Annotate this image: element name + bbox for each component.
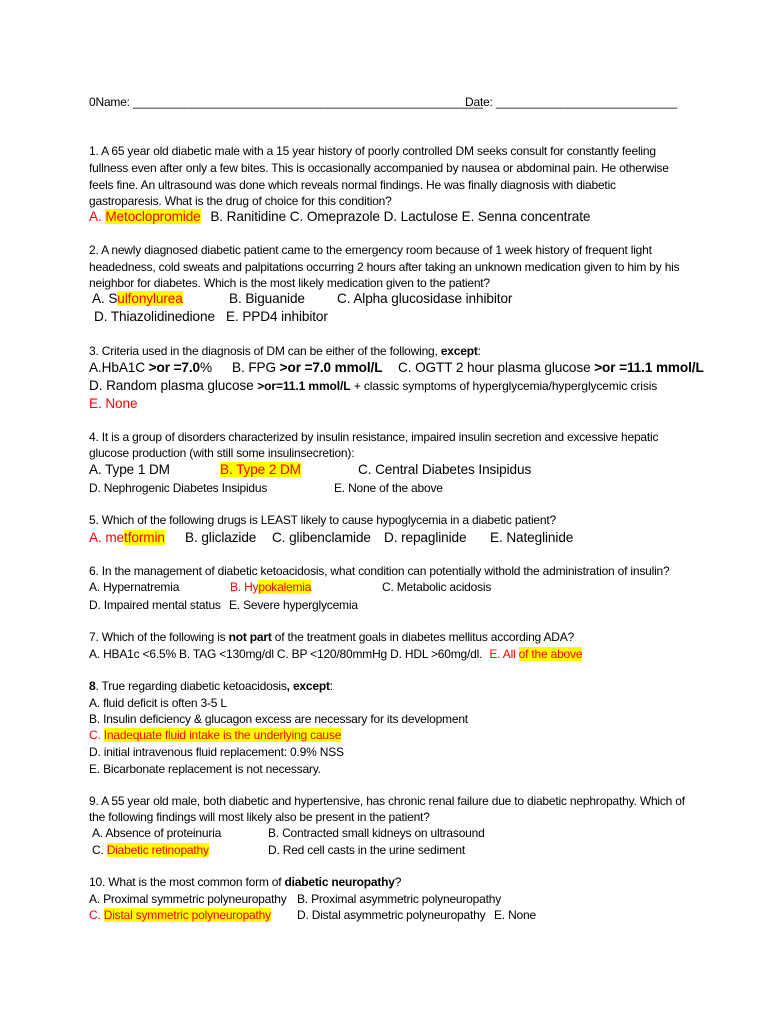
q1-options bbox=[89, 208, 590, 226]
q9-option-c-answer: Diabetic retinopathy bbox=[106, 843, 209, 857]
q8-option-c bbox=[89, 727, 341, 743]
q1-option-a-answer: Metoclopromide bbox=[105, 209, 201, 224]
q8-stem-text: . True regarding diabetic ketoacidosis bbox=[95, 679, 287, 693]
q2-stem-line-2: headedness, cold sweats and palpitations occurring 2 hours after taking an unknown medication given to him by his bbox=[89, 260, 680, 274]
q3-b-pre: B. FPG bbox=[232, 360, 280, 375]
q3-c-pre: C. OGTT 2 hour plasma glucose bbox=[398, 360, 595, 375]
q3-option-b bbox=[232, 359, 382, 377]
q5-option-c: C. glibenclamide bbox=[272, 530, 371, 545]
q3-d-end: + classic symptoms of hyperglycemia/hyperglycemic crisis bbox=[350, 379, 658, 393]
q3-option-d bbox=[89, 377, 657, 395]
q10-stem-bold: diabetic neuropathy bbox=[284, 875, 395, 889]
q10-stem-pre: 10. What is the most common form of bbox=[89, 875, 285, 889]
q9-option-d: D. Red cell casts in the urine sediment bbox=[268, 843, 465, 857]
q10-option-c-answer: Distal symmetric polyneuropathy bbox=[103, 908, 271, 922]
q8-stem-except: , except bbox=[286, 679, 330, 693]
q8-number: 8 bbox=[89, 679, 96, 693]
q10-stem-end: ? bbox=[394, 875, 402, 889]
q8-stem-end: : bbox=[329, 679, 333, 693]
q5-stem: 5. Which of the following drugs is LEAST likely to cause hypoglycemia in a diabetic patient? bbox=[89, 513, 556, 527]
q5-option-e: E. Nateglinide bbox=[490, 530, 574, 545]
q4-option-b bbox=[220, 461, 301, 479]
q1-stem-line-4: gastroparesis. What is the drug of choice for this condition? bbox=[89, 194, 392, 208]
q1-options-rest: B. Ranitidine C. Omeprazole D. Lactulose E. Senna concentrate bbox=[210, 209, 591, 224]
q10-option-d: D. Distal asymmetric polyneuropathy bbox=[297, 908, 486, 922]
q4-option-e: E. None of the above bbox=[334, 481, 443, 495]
q7-stem-pre: 7. Which of the following is bbox=[89, 630, 229, 644]
q2-option-a-prefix: A. S bbox=[92, 291, 118, 306]
q3-stem-end: : bbox=[477, 344, 481, 358]
q6-option-e: E. Severe hyperglycemia bbox=[229, 598, 358, 612]
q8-option-b: B. Insulin deficiency & glucagon excess are necessary for its development bbox=[89, 712, 468, 726]
q6-option-b-answer: pokalemia bbox=[258, 580, 312, 594]
q5-option-a bbox=[89, 529, 165, 547]
q2-option-c: C. Alpha glucosidase inhibitor bbox=[337, 291, 513, 306]
q4-option-d: D. Nephrogenic Diabetes Insipidus bbox=[89, 481, 268, 495]
q6-option-b-prefix: B. Hy bbox=[230, 580, 259, 594]
q9-option-c bbox=[92, 842, 209, 858]
q3-b-bold: >or =7.0 mmol/L bbox=[279, 360, 383, 375]
q2-option-b: B. Biguanide bbox=[229, 291, 305, 306]
q3-option-e: E. None bbox=[89, 396, 138, 411]
q6-option-d: D. Impaired mental status bbox=[89, 598, 221, 612]
q8-option-a: A. fluid deficit is often 3-5 L bbox=[89, 696, 227, 710]
q2-stem-line-3: neighbor for diabetes. Which is the most likely medication given to the patient? bbox=[89, 276, 490, 290]
q4-stem-line-2: glucose production (with still some insulinsecretion): bbox=[89, 446, 355, 460]
q7-stem bbox=[89, 629, 574, 645]
q3-c-bold: >or =11.1 mmol/L bbox=[594, 360, 704, 375]
q5-option-b: B. gliclazide bbox=[185, 530, 257, 545]
q10-stem bbox=[89, 874, 401, 890]
q7-options bbox=[89, 646, 582, 662]
q7-stem-not-part: not part bbox=[228, 630, 272, 644]
q2-option-e: E. PPD4 inhibitor bbox=[226, 309, 328, 324]
q10-option-c bbox=[89, 907, 271, 923]
q4-option-b-answer: B. Type 2 DM bbox=[220, 462, 301, 477]
q8-option-e: E. Bicarbonate replacement is not necessary. bbox=[89, 762, 321, 776]
q3-a-end: % bbox=[200, 360, 213, 375]
name-line bbox=[89, 94, 483, 110]
q8-option-d: D. initial intravenous fluid replacement: 0.9% NSS bbox=[89, 745, 344, 759]
q1-stem-line-2: fullness even after only a few bites. This is occasionally accompanied by nausea or abdominal pain. He otherwise bbox=[89, 161, 669, 175]
q3-a-bold: >or =7.0 bbox=[148, 360, 201, 375]
q2-stem-line-1: 2. A newly diagnosed diabetic patient came to the emergency room because of 1 week history of frequent light bbox=[89, 243, 652, 257]
name-label: 0Name: ______________________________________________________ bbox=[89, 95, 483, 109]
q9-stem-line-2: the following findings will most likely also be present in the patient? bbox=[89, 810, 430, 824]
q1-option-a-prefix: A. bbox=[89, 209, 106, 224]
date-line bbox=[465, 94, 677, 110]
q10-option-e: E. None bbox=[494, 908, 536, 922]
q6-stem: 6. In the management of diabetic ketoacidosis, what condition can potentially withold the administration of insulin? bbox=[89, 564, 670, 578]
q2-option-d: D. Thiazolidinedione bbox=[94, 309, 215, 324]
q9-option-a: A. Absence of proteinuria bbox=[92, 826, 222, 840]
q1-stem-line-1: 1. A 65 year old diabetic male with a 15 year history of poorly controlled DM seeks consult for constantly feeling bbox=[89, 144, 656, 158]
q3-stem-text: 3. Criteria used in the diagnosis of DM can be either of the following, bbox=[89, 344, 441, 358]
q7-options-text: A. HBA1c <6.5% B. TAG <130mg/dl C. BP <120/80mmHg D. HDL >60mg/dl. bbox=[89, 647, 483, 661]
q4-stem-line-1: 4. It is a group of disorders characterized by insulin resistance, impaired insulin secretion and excessive hepatic bbox=[89, 430, 659, 444]
q10-option-a: A. Proximal symmetric polyneuropathy bbox=[89, 892, 287, 906]
q9-option-c-prefix: C. bbox=[92, 843, 107, 857]
q7-stem-end: of the treatment goals in diabetes mellitus according ADA? bbox=[271, 630, 575, 644]
q4-option-c: C. Central Diabetes Insipidus bbox=[358, 462, 532, 477]
q2-option-a bbox=[92, 290, 183, 308]
q9-option-b: B. Contracted small kidneys on ultrasound bbox=[268, 826, 485, 840]
q6-option-c: C. Metabolic acidosis bbox=[382, 580, 492, 594]
q10-option-c-prefix: C. bbox=[89, 908, 104, 922]
date-label: Date: ____________________________ bbox=[465, 95, 678, 109]
q3-option-c bbox=[398, 359, 704, 377]
q6-option-a: A. Hypernatremia bbox=[89, 580, 180, 594]
q7-option-e-prefix: E. All bbox=[489, 647, 519, 661]
q1-stem-line-3: feels fine. An ultrasound was done which reveals normal findings. He was finally diagnosis with diabetic bbox=[89, 178, 616, 192]
q3-d-bold: >or=11.1 mmol/L bbox=[257, 379, 351, 393]
q3-stem-except: except bbox=[440, 344, 478, 358]
q8-option-c-answer: Inadequate fluid intake is the underlying cause bbox=[103, 728, 342, 742]
q10-option-b: B. Proximal asymmetric polyneuropathy bbox=[297, 892, 502, 906]
q4-option-a: A. Type 1 DM bbox=[89, 462, 170, 477]
q7-option-e-answer: of the above bbox=[518, 647, 583, 661]
q2-option-a-answer: ulfonylurea bbox=[117, 291, 183, 306]
q3-stem bbox=[89, 343, 481, 359]
q3-a-pre: A.HbA1C bbox=[89, 360, 149, 375]
q8-stem bbox=[89, 678, 333, 694]
q5-option-a-answer: tformin bbox=[124, 530, 165, 545]
q3-d-pre: D. Random plasma glucose bbox=[89, 378, 258, 393]
q5-option-d: D. repaglinide bbox=[384, 530, 467, 545]
q5-option-a-prefix: A. me bbox=[89, 530, 125, 545]
q8-option-c-prefix: C. bbox=[89, 728, 104, 742]
q6-option-b bbox=[230, 579, 311, 595]
q3-option-a bbox=[89, 359, 212, 377]
q9-stem-line-1: 9. A 55 year old male, both diabetic and hypertensive, has chronic renal failure due to diabetic nephropathy. Which of bbox=[89, 794, 685, 808]
